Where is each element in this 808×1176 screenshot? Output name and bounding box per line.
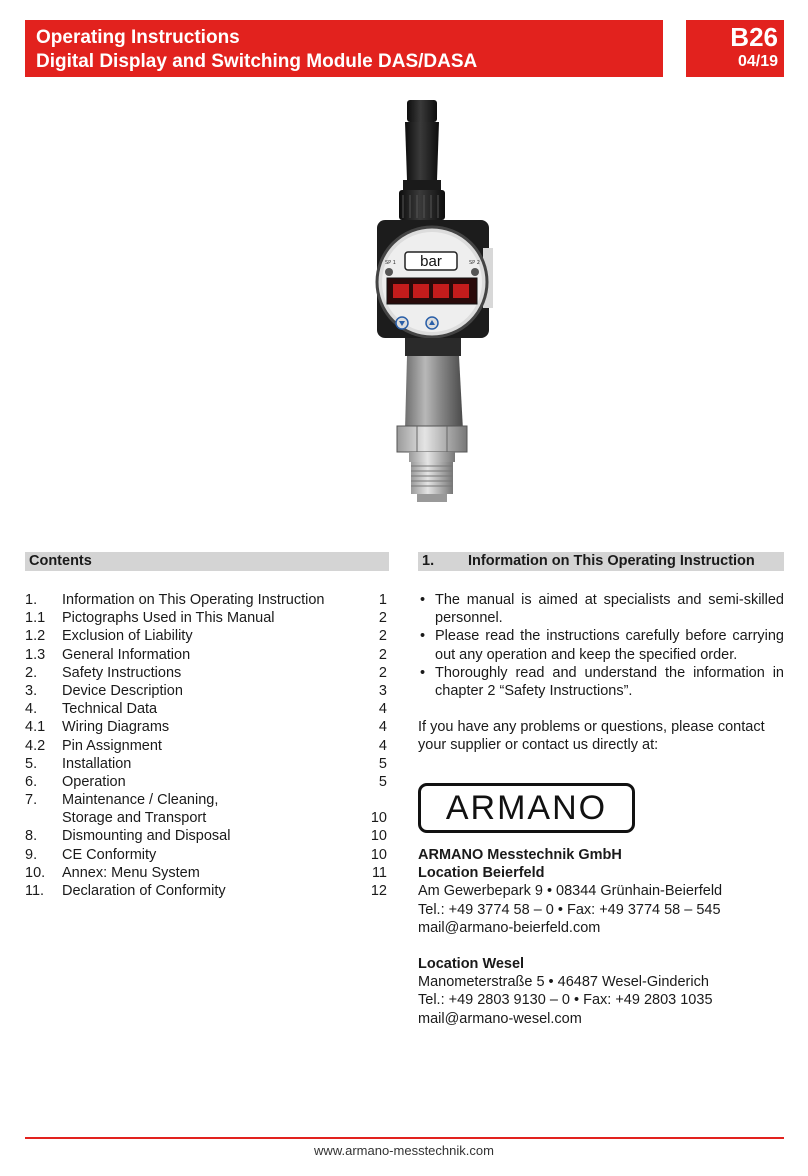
sp1-label: SP 1 [385,260,396,266]
toc-number: 4.2 [25,737,46,754]
toc-row[interactable] [25,700,389,718]
location-address: Manometerstraße 5 • 46487 Wesel-Ginderich [418,974,709,991]
toc-title: Exclusion of Liability [62,628,193,645]
toc-row[interactable] [25,864,389,882]
toc-number: 1.2 [25,628,46,645]
contents-heading: Contents [25,552,389,571]
toc-page-number: 12 [370,883,387,899]
toc-page-number: 4 [378,737,387,754]
document-date: 04/19 [737,53,778,70]
toc-page-number: 10 [370,846,387,863]
section-1-body [418,591,784,755]
toc-number: 6. [25,773,38,790]
toc-title: Pictographs Used in This Manual [62,610,275,627]
section-1-number: 1. [422,553,435,569]
location-name: Location Wesel [418,956,525,972]
toc-number: 7. [25,792,38,809]
toc-row[interactable] [25,718,389,736]
toc-title: Maintenance / Cleaning, [62,792,219,809]
toc-page-number: 4 [378,719,387,736]
document-code: B26 [730,22,778,52]
toc-page-number: 5 [378,773,387,790]
contact-wesel [418,955,784,1028]
toc-row[interactable] [25,737,389,755]
toc-title: Technical Data [62,701,158,718]
toc-title: CE Conformity [62,846,157,863]
sp2-label: SP 2 [469,260,480,266]
connector-plug [399,100,445,220]
toc-page-number: 2 [378,664,387,681]
toc-title: Pin Assignment [62,737,162,754]
toc-number: 10. [25,864,46,881]
toc-row[interactable] [25,755,389,773]
toc-title: Safety Instructions [62,664,182,681]
toc-row[interactable] [25,846,389,864]
toc-number: 1. [25,592,38,608]
bullet-item: • Thoroughly read and understand the information in chapter 2 “Safety Instructions”. [418,664,784,700]
toc-row[interactable] [25,682,389,700]
toc-row[interactable] [25,773,389,791]
display-housing [377,220,493,338]
toc-number: 4. [25,701,38,718]
toc-number: 9. [25,846,38,863]
toc-number: 2. [25,664,38,681]
toc-page-number: 4 [378,701,387,718]
toc-page-number: 1 [378,592,387,608]
toc-title: Installation [62,755,132,772]
toc-title: Information on This Operating Instruction [62,592,325,608]
toc-page-number: 11 [371,864,387,881]
toc-row[interactable] [25,646,389,664]
location-phone: Tel.: +49 2803 9130 – 0 • Fax: +49 2803 1035 [418,992,713,1009]
toc-page-number: 10 [370,828,387,845]
header-title-block [25,20,663,77]
document-code-block [686,20,784,77]
toc-page-number: 2 [378,646,387,663]
sensor-body [397,338,467,502]
toc-page-number: 5 [378,755,387,772]
toc-title: Storage and Transport [62,810,207,827]
section-1-title: Information on This Operating Instruction [468,553,755,569]
contact-beierfeld [418,846,784,937]
toc-title: Operation [62,773,126,790]
toc-title: Device Description [62,682,183,699]
toc-row[interactable] [25,809,389,827]
location-name: Location Beierfeld [418,865,545,882]
company-name: ARMANO Messtechnik GmbH [418,847,622,863]
contact-paragraph: If you have any problems or questions, please contact your supplier or contact us directly at: [418,719,765,754]
toc-number: 5. [25,755,38,772]
product-image [355,100,505,505]
toc-title: Dismounting and Disposal [62,828,231,845]
location-email-link[interactable]: mail@armano-wesel.com [418,1010,582,1027]
toc-number: 8. [25,828,38,845]
location-email-link[interactable]: mail@armano-beierfeld.com [418,919,601,936]
toc-row[interactable] [25,609,389,627]
bullet-item: • The manual is aimed at specialists and semi-skilled personnel. [418,591,784,627]
toc-number: 3. [25,682,38,699]
toc-row[interactable] [25,882,389,900]
header-title: Operating Instructions [36,27,240,48]
footer-divider [25,1137,784,1139]
toc-number: 4.1 [25,719,46,736]
toc-number: 1.1 [25,610,46,627]
toc-row[interactable] [25,591,389,609]
location-phone: Tel.: +49 3774 58 – 0 • Fax: +49 3774 58 – 545 [418,901,721,918]
toc-title: Annex: Menu System [62,864,200,881]
toc-number: 1.3 [25,646,46,663]
footer-url-link[interactable]: www.armano-messtechnik.com [314,1143,494,1158]
toc-page-number: 3 [378,682,387,699]
location-address: Am Gewerbepark 9 • 08344 Grünhain-Beierfeld [418,883,723,900]
toc-title: Declaration of Conformity [62,883,226,899]
toc-page-number: 2 [378,628,387,645]
table-of-contents [25,591,389,900]
toc-title: General Information [62,646,191,663]
toc-number: 11. [25,883,45,899]
toc-page-number: 2 [378,610,387,627]
display-unit-label: bar [420,253,442,270]
section-1-heading [418,552,784,571]
toc-page-number: 10 [370,810,387,827]
bullet-item: • Please read the instructions carefully before carrying out any operation and keep the specified order. [418,627,784,663]
toc-row[interactable] [25,627,389,645]
toc-row[interactable] [25,827,389,845]
toc-row[interactable] [25,791,389,809]
toc-title: Wiring Diagrams [62,719,170,736]
armano-logo: ARMANO [418,783,635,833]
header-subtitle: Digital Display and Switching Module DAS/DASA [36,51,478,72]
toc-row[interactable] [25,664,389,682]
